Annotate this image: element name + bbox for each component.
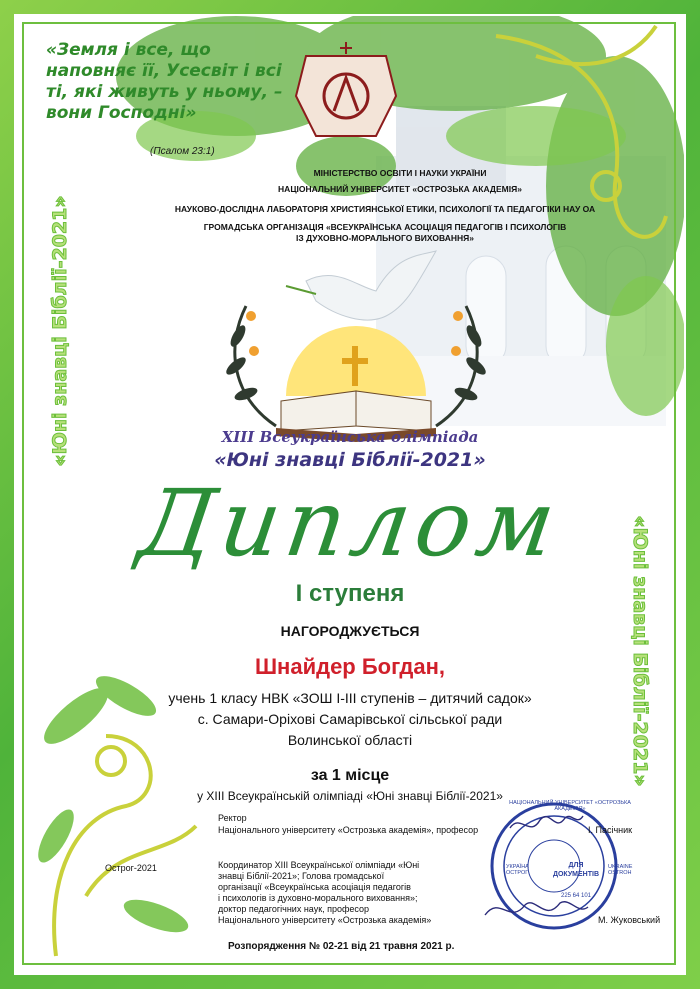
awarded-label: НАГОРОДЖУЄТЬСЯ — [280, 623, 420, 639]
rector-name: І. Пасічник — [588, 825, 633, 835]
coordinator-line-1: Координатор XIII Всеукраїнської олімпіади «Юні — [218, 860, 420, 870]
coordinator-line-3: організації «Всеукраїнська асоціація педагогів — [218, 882, 411, 892]
diploma-degree: І ступеня — [295, 580, 405, 607]
recipient-region: Волинської області — [287, 732, 413, 748]
side-text-right: «Юні знавці Біблії-2021» — [629, 515, 651, 787]
stamp-right: UKRAINE OSTROH — [608, 864, 633, 876]
recipient-name: Шнайдер Богдан, — [254, 654, 446, 679]
coordinator-line-2: знавці Біблії-2021»; Голова громадської — [218, 871, 385, 881]
recipient-village: с. Самари-Оріхові Самарівської сільської ради — [197, 711, 503, 727]
coordinator-signature — [480, 895, 590, 925]
stamp-ring-text: НАЦІОНАЛЬНИЙ УНІВЕРСИТЕТ «ОСТРОЗЬКА АКАДЕМІЯ» — [509, 800, 631, 812]
org-line-2: НАЦІОНАЛЬНИЙ УНІВЕРСИТЕТ «ОСТРОЗЬКА АКАДЕМІЯ» — [278, 184, 522, 194]
side-text-left: «Юні знавці Біблії-2021» — [49, 195, 71, 467]
diploma-title: Диплом — [132, 470, 568, 577]
olympiad-name: «Юні знавці Біблії-2021» — [214, 449, 486, 471]
stamp-left: УКРАЇНА ОСТРОГ — [506, 864, 529, 876]
coordinator-name: М. Жуковський — [598, 915, 661, 925]
psalm-source: (Псалом 23:1) — [150, 146, 215, 157]
recipient-school: учень 1 класу НВК «ЗОШ І-ІІІ ступенів – дитячий садок» — [168, 690, 532, 706]
psalm-quote: «Земля і все, що наповняє її, Усесвіт і всі ті, які живуть у ньому, – вони Господні» — [46, 40, 283, 123]
rector-title: Ректор — [218, 813, 247, 823]
stamp-center-1: ДЛЯ — [568, 862, 584, 869]
coordinator-line-4: і психологів із духовно-морального виховання»; — [218, 893, 418, 903]
rector-signature — [505, 808, 585, 838]
order-reference: Розпорядження № 02-21 від 21 травня 2021 р. — [228, 941, 455, 952]
stamp-center-2: ДОКУМЕНТІВ — [552, 871, 600, 878]
olympiad-title: XIII Всеукраїнська олімпіада — [221, 428, 479, 446]
org-line-4: ГРОМАДСЬКА ОРГАНІЗАЦІЯ «ВСЕУКРАЇНСЬКА АСОЦІАЦІЯ ПЕДАГОГІВ І ПСИХОЛОГІВ — [203, 222, 567, 232]
rector-org: Національного університету «Острозька академія», професор — [218, 825, 479, 835]
city-year: Острог-2021 — [105, 863, 157, 873]
award-place: за 1 місце — [310, 767, 390, 784]
org-line-3: НАУКОВО-ДОСЛІДНА ЛАБОРАТОРІЯ ХРИСТИЯНСЬКОЇ ЕТИКИ, ПСИХОЛОГІЇ ТА ПЕДАГОГІКИ НАУ ОА — [174, 204, 596, 214]
coordinator-line-5: доктор педагогічних наук, професор — [218, 904, 370, 914]
award-event: у XIII Всеукраїнській олімпіаді «Юні знавці Біблії-2021» — [197, 789, 503, 803]
stamp-code: 225 64 101 — [560, 893, 592, 899]
coordinator-line-6: Національного університету «Острозька академія» — [218, 915, 432, 925]
org-line-5: ІЗ ДУХОВНО-МОРАЛЬНОГО ВИХОВАННЯ» — [296, 233, 474, 243]
org-line-1: МІНІСТЕРСТВО ОСВІТИ І НАУКИ УКРАЇНИ — [313, 168, 487, 178]
